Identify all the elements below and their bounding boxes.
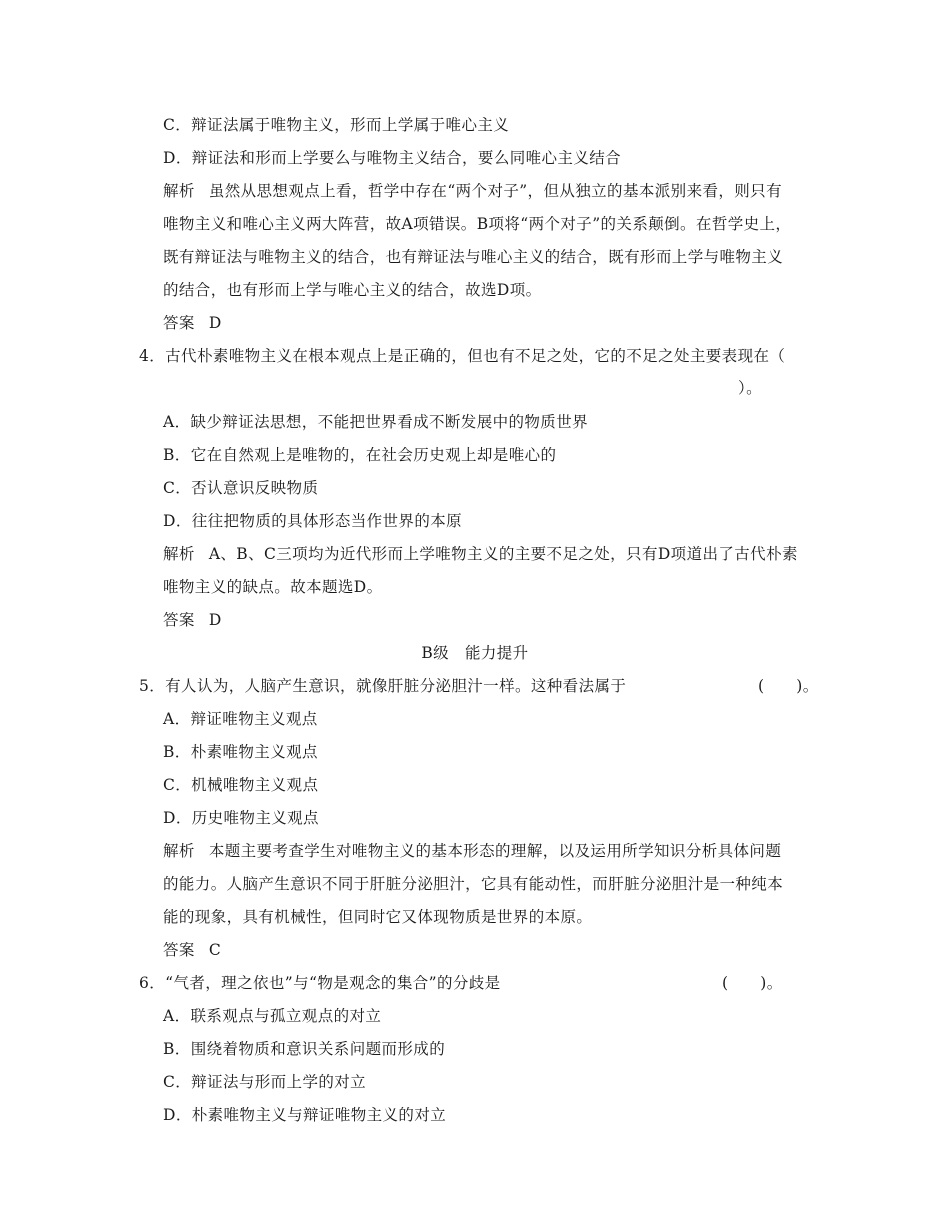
q6-stem: 6．“气者，理之依也”与“物是观念的集合”的分歧是 [139,974,501,992]
q4-option-b: B．它在自然观上是唯物的，在社会历史观上却是唯心的 [163,446,557,464]
q5-option-a: A．辩证唯物主义观点 [163,710,318,728]
q4-analysis-line-2: 唯物主义的缺点。故本题选D。 [163,578,383,596]
q3-analysis-line-1 [163,181,782,201]
section-title: B级 能力提升 [421,644,529,662]
q5-stem: 5．有人认为，人脑产生意识，就像肝脏分泌胆汁一样。这种看法属于 [139,677,627,695]
q6-option-a: A．联系观点与孤立观点的对立 [163,1007,382,1025]
q3-option-d: D．辩证法和形而上学要么与唯物主义结合，要么同唯心主义结合 [163,149,622,167]
q4-answer-label: 答案 [163,611,195,629]
q3-answer-value: D [208,314,222,332]
q3-analysis-text: 虽然从思想观点上看，哲学中存在“两个对子”，但从独立的基本派别来看，则只有 [208,182,782,200]
q3-analysis-line-2: 唯物主义和唯心主义两大阵营，故A项错误。B项将“两个对子”的关系颠倒。在哲学史上， [163,215,792,233]
q4-analysis-text: A、B、C三项均为近代形而上学唯物主义的主要不足之处，只有D项道出了古代朴素 [208,545,798,563]
q4-stem-line-1: 4．古代朴素唯物主义在根本观点上是正确的，但也有不足之处，它的不足之处主要表现在（ [139,347,786,365]
q4-option-d: D．往往把物质的具体形态当作世界的本原 [163,512,463,530]
q5-answer-bracket: ( )。 [758,677,819,695]
q3-answer [163,313,222,333]
q5-option-c: C．机械唯物主义观点 [163,776,319,794]
q5-analysis-line-2: 的能力。人脑产生意识不同于肝脏分泌胆汁，它具有能动性，而肝脏分泌胆汁是一种纯本 [163,875,784,893]
q5-analysis-line-1 [163,841,781,861]
q4-answer [163,610,222,630]
q5-option-b: B．朴素唯物主义观点 [163,743,318,761]
q4-analysis-line-1 [163,544,798,564]
q3-answer-label: 答案 [163,314,195,332]
q5-answer [163,940,221,960]
q4-option-a: A．缺少辩证法思想，不能把世界看成不断发展中的物质世界 [163,413,588,431]
q4-stem-bracket-close: ）。 [738,379,763,397]
q5-option-d: D．历史唯物主义观点 [163,809,319,827]
q3-analysis-label: 解析 [163,182,195,200]
q3-analysis-line-3: 既有辩证法与唯物主义的结合，也有辩证法与唯心主义的结合，既有形而上学与唯物主义 [163,248,784,266]
q6-option-d: D．朴素唯物主义与辩证唯物主义的对立 [163,1106,447,1124]
q4-analysis-label: 解析 [163,545,195,563]
q4-option-c: C．否认意识反映物质 [163,479,319,497]
q3-option-c: C．辩证法属于唯物主义，形而上学属于唯心主义 [163,116,510,134]
q3-analysis-line-4: 的结合，也有形而上学与唯心主义的结合，故选D项。 [163,281,542,299]
q6-answer-bracket: ( )。 [722,974,783,992]
q6-option-c: C．辩证法与形而上学的对立 [163,1073,367,1091]
q5-analysis-text: 本题主要考查学生对唯物主义的基本形态的理解，以及运用所学知识分析具体问题 [208,842,782,860]
q5-analysis-line-3: 能的现象，具有机械性，但同时它又体现物质是世界的本原。 [163,908,593,926]
q5-answer-value: C [208,941,222,959]
q4-answer-value: D [208,611,222,629]
q5-answer-label: 答案 [163,941,195,959]
q6-option-b: B．围绕着物质和意识关系问题而形成的 [163,1040,446,1058]
q5-analysis-label: 解析 [163,842,195,860]
